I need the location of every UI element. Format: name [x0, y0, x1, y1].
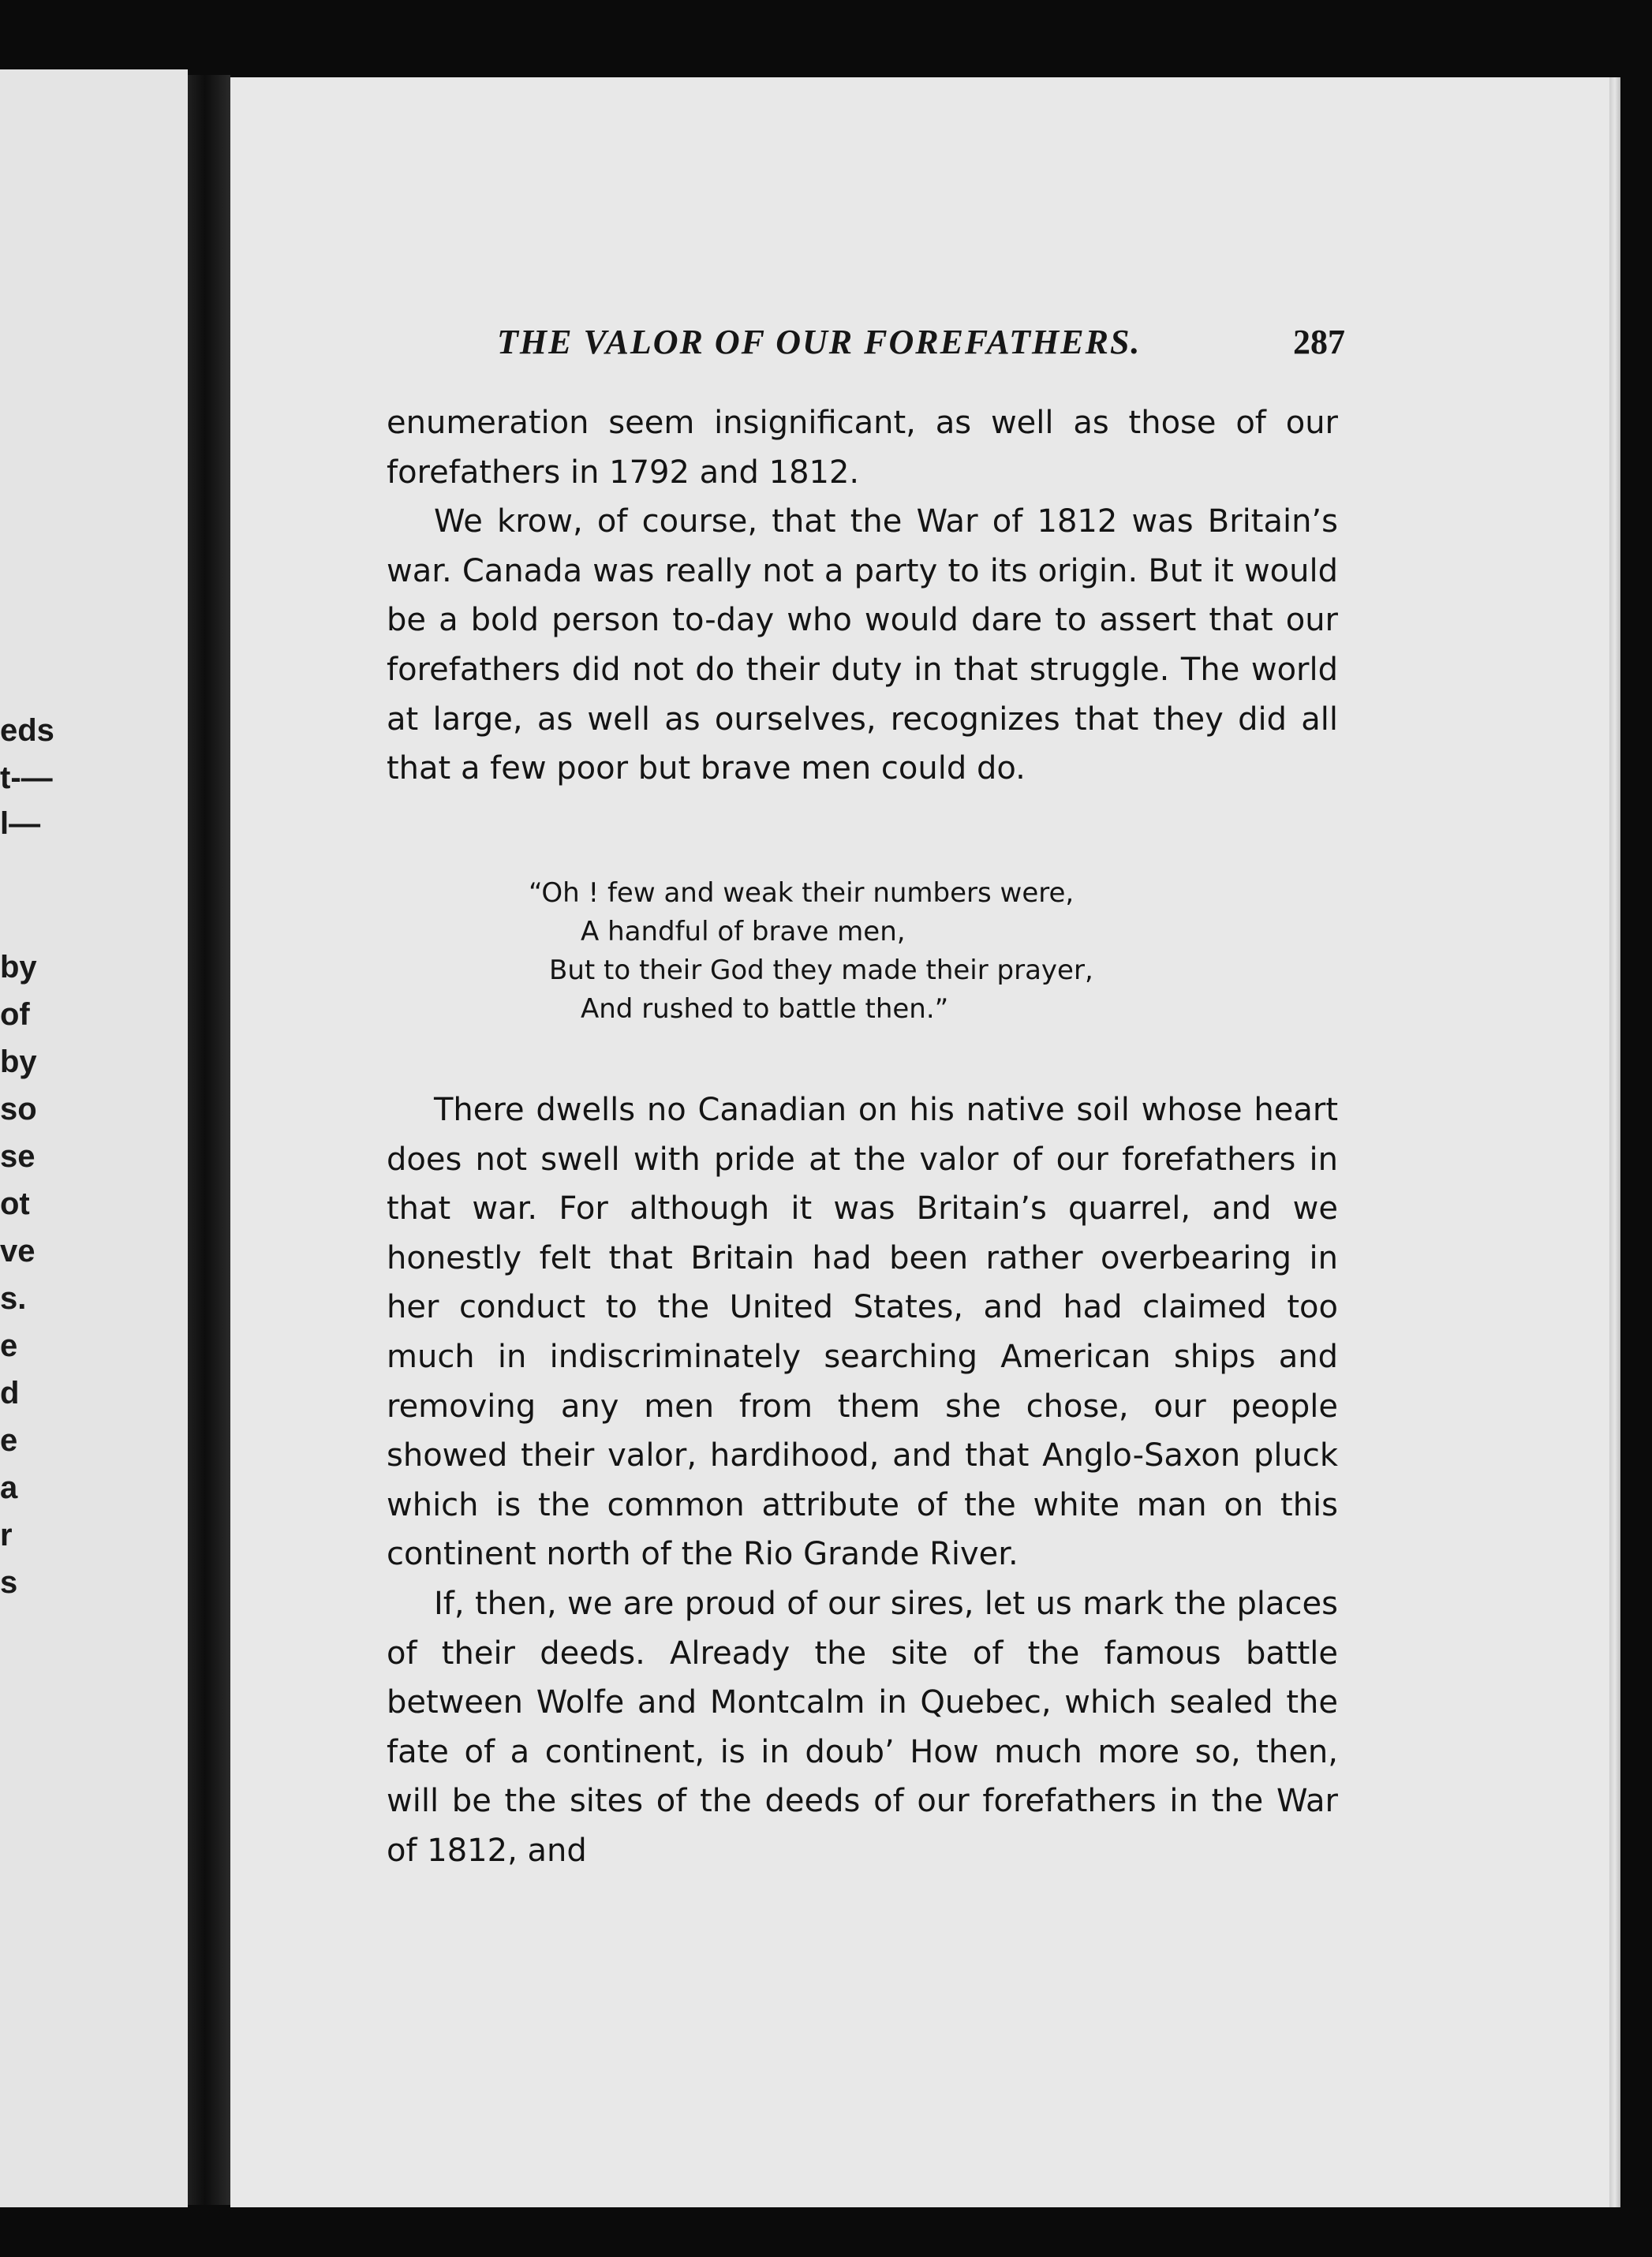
left-page-fragment: e [0, 1423, 18, 1458]
running-head-title: THE VALOR OF OUR FOREFATHERS. [497, 323, 1142, 361]
left-page-fragment: se [0, 1139, 36, 1174]
paragraph: We krow, of course, that the War of 1812 was Britain’s war. Canada was really not a party to its origin. But it would be a bold person to-day who would dare to assert that our forefathers did not do their duty in that struggle. The world at large, as well as ourselves, recognizes that they did all that a few poor but brave men could do. [387, 503, 1338, 787]
verse-line: A handful of brave men, [581, 916, 906, 947]
verse-quotation [529, 874, 1175, 1029]
left-page-fragment: ve [0, 1234, 36, 1269]
left-page-fragment: s. [0, 1281, 27, 1316]
paragraph: If, then, we are proud of our sires, let us mark the places of their deeds. Already the site of the famous battle between Wolfe and Montcalm in Quebec, which sealed the fate of a continent, is in doub’ How much more so, then, will be the sites of the deeds of our forefathers in the War of 1812, and [387, 1585, 1338, 1869]
body-text-bottom [387, 1086, 1338, 1876]
book-gutter [188, 75, 230, 2205]
paragraph: There dwells no Canadian on his native soil whose heart does not swell with pride at the valor of our forefathers in that war. For although it was Britain’s quarrel, and we honestly felt that Britain had been rather overbearing in her conduct to the United States, and had claimed too much in indiscriminately searching American ships and removing any men from them she chose, our people showed their valor, hardihood, and that Anglo-Saxon pluck which is the common attribute of the white man on this continent north of the Rio Grande River. [387, 1092, 1338, 1573]
left-page-fragment: l— [0, 806, 41, 841]
left-page-fragment: so [0, 1092, 37, 1127]
left-page-fragment: r [0, 1518, 13, 1553]
left-page-fragment: a [0, 1470, 18, 1505]
page-edge-shadow [1609, 77, 1620, 2207]
left-page-fragment: eds [0, 713, 54, 748]
verse-line: And rushed to battle then.” [581, 993, 949, 1025]
left-page-fragment: d [0, 1376, 20, 1411]
left-page-fragment: by [0, 950, 37, 985]
running-head [497, 322, 1345, 369]
verse-line: But to their God they made their prayer, [549, 955, 1093, 986]
body-text-top [387, 398, 1338, 794]
left-page-fragment: e [0, 1328, 18, 1363]
verse-line: “Oh ! few and weak their numbers were, [529, 877, 1075, 909]
page-number: 287 [1293, 323, 1345, 361]
left-page-fragment: of [0, 997, 30, 1032]
left-page-fragment: s [0, 1565, 18, 1600]
previous-page-edge [0, 69, 188, 2207]
paragraph-continuation: enumeration seem insignificant, as well as those of our forefathers in 1792 and 1812. [387, 405, 1338, 491]
left-page-fragment: by [0, 1044, 37, 1079]
left-page-fragment: t-— [0, 760, 53, 795]
left-page-fragment: ot [0, 1186, 30, 1221]
